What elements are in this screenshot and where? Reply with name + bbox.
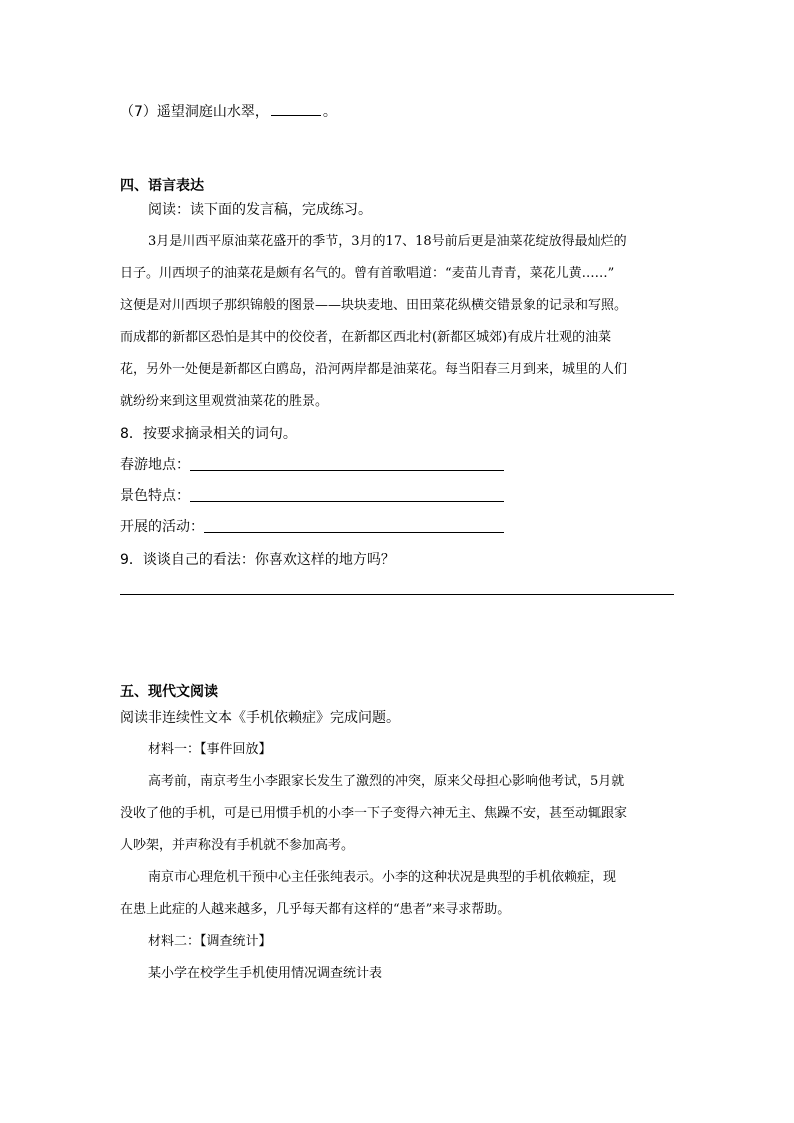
material-1-line: 南京市心理危机干预中心主任张纯表示。小李的这种状况是典型的手机依赖症，现 bbox=[148, 870, 617, 885]
table-caption: 某小学在校学生手机使用情况调查统计表 bbox=[148, 966, 383, 981]
question-8: 8．按要求摘录相关的词句。 bbox=[120, 426, 297, 442]
passage-line: 3月是川西平原油菜花盛开的季节，3月的17、18号前后更是油菜花绽放得最灿烂的 bbox=[148, 234, 627, 249]
question-7-end: 。 bbox=[322, 104, 337, 120]
answer-line-activities[interactable] bbox=[204, 532, 504, 533]
section-5-intro: 阅读非连续性文本《手机依赖症》完成问题。 bbox=[120, 710, 400, 726]
answer-line-question-9[interactable] bbox=[120, 594, 674, 595]
answer-line-scenery[interactable] bbox=[190, 501, 504, 502]
material-1-title: 材料一：【事件回放】 bbox=[148, 742, 272, 757]
passage-line: 而成都的新都区恐怕是其中的佼佼者，在新都区西北村(新都区城郊)有成片壮观的油菜 bbox=[120, 330, 612, 345]
material-2-title: 材料二：【调查统计】 bbox=[148, 934, 272, 949]
question-7-text: （7）遥望洞庭山水翠， bbox=[120, 104, 269, 120]
section-4-heading: 四、语言表达 bbox=[120, 178, 204, 194]
question-9: 9．谈谈自己的看法：你喜欢这样的地方吗？ bbox=[120, 552, 395, 568]
material-1-line: 在患上此症的人越来越多，几乎每天都有这样的“患者”来寻求帮助。 bbox=[120, 902, 511, 917]
field-label-spring-location: 春游地点： bbox=[120, 457, 190, 473]
passage-line: 就纷纷来到这里观赏油菜花的胜景。 bbox=[120, 394, 329, 409]
answer-blank-7[interactable] bbox=[271, 103, 321, 116]
section-4-intro: 阅读：读下面的发言稿，完成练习。 bbox=[148, 202, 372, 218]
question-7 bbox=[120, 102, 337, 122]
field-label-scenery: 景色特点： bbox=[120, 488, 190, 504]
field-label-activities: 开展的活动： bbox=[120, 519, 204, 535]
section-5-heading: 五、现代文阅读 bbox=[120, 684, 218, 700]
answer-line-spring-location[interactable] bbox=[190, 470, 504, 471]
material-1-line: 高考前，南京考生小李跟家长发生了激烈的冲突，原来父母担心影响他考试，5月就 bbox=[148, 774, 625, 789]
passage-line: 花，另外一处便是新都区白鸥岛，沿河两岸都是油菜花。每当阳春三月到来，城里的人们 bbox=[120, 362, 628, 377]
material-1-line: 人吵架，并声称没有手机就不参加高考。 bbox=[120, 838, 355, 853]
passage-line: 日子。川西坝子的油菜花是颇有名气的。曾有首歌唱道：“麦苗儿青青，菜花儿黄……” bbox=[120, 266, 615, 281]
passage-line: 这便是对川西坝子那织锦般的图景——块块麦地、田田菜花纵横交错景象的记录和写照。 bbox=[120, 298, 628, 313]
material-1-line: 没收了他的手机，可是已用惯手机的小李一下子变得六神无主、焦躁不安，甚至动辄跟家 bbox=[120, 806, 628, 821]
